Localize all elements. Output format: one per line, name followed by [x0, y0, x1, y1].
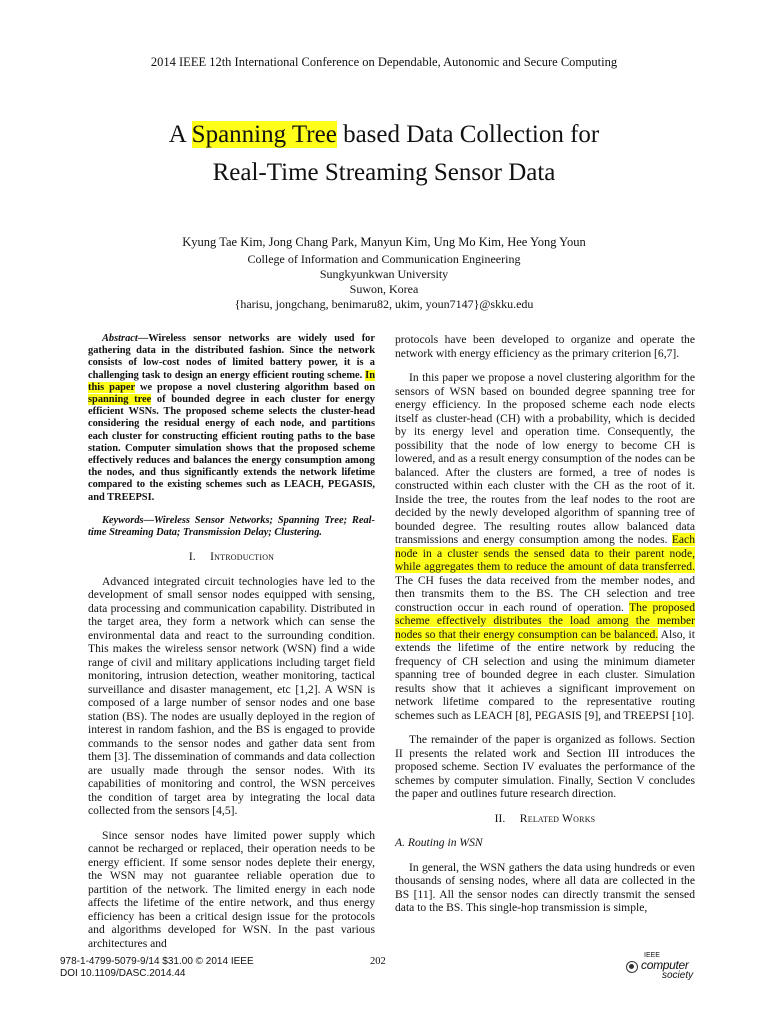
author-names: Kyung Tae Kim, Jong Chang Park, Manyun Kim, Ung Mo Kim, Hee Yong Youn — [182, 235, 586, 249]
author-block — [0, 235, 768, 312]
logo-computer-text: computer — [641, 958, 689, 972]
right-column — [395, 333, 695, 915]
intro-p3-highlight-1: Each node in a cluster sends the sensed data to their parent node, while aggregates them to reduce the amount of data transferred. — [395, 533, 695, 573]
abstract-text-3: of bounded degree in each cluster for energy efficient WSNs. The proposed scheme selects the cluster-head considering the residual energy of each node, and partitions each cluster for constructing efficient routing paths to the base station. Computer simulation shows that the proposed scheme effectively reduces and balances the energy consumption among the nodes, and thus significantly extends the network lifetime compared to the existing schemes such as LEACH, PEGASIS, and TREEPSI. — [88, 394, 375, 503]
section-1-heading — [88, 550, 375, 564]
intro-p3-text-b: The CH fuses the data received from the member nodes, and then transmits them to the BS. The CH selection and tree construction occur in each round of operation. — [395, 573, 695, 614]
abstract-text-2: we propose a novel clustering algorithm based on — [134, 381, 375, 393]
author-emails: {harisu, jongchang, benimaru82, ukim, youn7147}@skku.edu — [234, 297, 534, 311]
title-line1-post: based Data Collection for — [336, 121, 600, 148]
paper-title — [60, 116, 708, 192]
subsection-a-heading: A. Routing in WSN — [395, 836, 483, 849]
footer-doi: DOI 10.1109/DASC.2014.44 — [60, 968, 186, 979]
keywords: Keywords—Wireless Sensor Networks; Spanning Tree; Real-time Streaming Data; Transmission Delay; Clustering. — [88, 514, 375, 539]
intro-p3-text-c: Also, it extends the lifetime of the entire network by reducing the frequency of CH selection and using the minimum diameter spanning tree of bounded degree in each cluster. Simulation results show that it achieves a significant improvement on network lifetime compared to the representative routing schemes such as LEACH [8], PEGASIS [9], and TREEPSI [10]. — [395, 627, 695, 722]
abstract-highlight-1: In this paper — [88, 369, 375, 393]
author-university: Sungkyunkwan University — [319, 267, 449, 281]
title-highlight: Spanning Tree — [191, 121, 337, 148]
left-column — [88, 333, 375, 950]
section-2-title: Related Works — [519, 811, 596, 825]
related-paragraph-1: In general, the WSN gathers the data using hundreds or even thousands of sensing nodes, where all data are collected in the BS [11]. All the sensor nodes can directly transmit the sensed data to the BS. This single-hop transmission is simple, — [395, 860, 695, 914]
abstract-highlight-2: spanning tree — [88, 394, 152, 406]
intro-paragraph-4: The remainder of the paper is organized as follows. Section II presents the related work and Section III introduces the proposed scheme. Section IV evaluates the performance of the schemes by computer simulation. Finally, Section V concludes the paper and outlines future research direction. — [395, 733, 695, 800]
author-college: College of Information and Communication Engineering — [247, 252, 521, 266]
title-line2: Real-Time Streaming Sensor Data — [212, 159, 556, 186]
ieee-computer-society-logo — [626, 952, 718, 986]
intro-paragraph-2: Since sensor nodes have limited power supply which cannot be recharged or replaced, their operation needs to be energy efficient. If some sensor nodes deplete their energy, the WSN may not guarantee reliable operation due to partition of the network. The limited energy in each node affects the lifetime of the entire network, and thus energy efficiency has been a critical design issue for the protocols and algorithms developed for WSN. In the past various architectures and — [88, 828, 375, 950]
intro-p3-text-a: In this paper we propose a novel clustering algorithm for the sensors of WSN based on bounded degree spanning tree for energy efficiency. In the proposed scheme each node elects itself as cluster-head (CH) with a probability, which is decided by its energy level and operation time. Consequently, the possibility that the node of low energy to become CH is lowered, and as a result energy consumption of the nodes can be balanced. After the clusters are formed, a tree of nodes is constructed within each cluster with the CH as the root of it. Inside the tree, the routes from the leaf nodes to the root are decided by the newly developed algorithm of spanning tree of bounded degree. The resulting routes allow balanced data transmissions and energy consumption among the nodes. — [395, 371, 695, 546]
logo-circle-icon — [626, 961, 638, 973]
intro-paragraph-2-continued: protocols have been developed to organize and operate the network with energy efficiency as the primary criterion [6,7]. — [395, 333, 695, 360]
title-line1-pre: A — [168, 121, 192, 148]
abstract-dash: — — [137, 333, 149, 344]
footer-left — [60, 956, 254, 980]
logo-society-text: society — [662, 970, 694, 981]
section-1-number: I. — [188, 550, 196, 564]
footer-isbn: 978-1-4799-5079-9/14 $31.00 © 2014 IEEE — [60, 956, 254, 967]
abstract-label: Abstract — [102, 333, 138, 344]
intro-paragraph-1: Advanced integrated circuit technologies have led to the development of small sensor nodes equipped with sensing, data processing and communication capability. Distributed in the target area, they form a network which can sense the environmental data and react to the surrounding condition. This makes the wireless sensor network (WSN) find a wide range of civil and military applications including target field monitoring, intrusion detection, weather monitoring, tactical surveillance and disaster management, etc [1,2]. A WSN is composed of a large number of sensor nodes and one base station (BS). The nodes are usually deployed in the region of interest in random fashion, and the BS is engaged to provide commands to the sensor nodes and gather data sent from them [3]. The dissemination of commands and data collection are usually made through the sensor nodes. With its capabilities of monitoring and control, the WSN perceives the condition of target area by integrating the local data collected from the sensors [4,5]. — [88, 574, 375, 818]
section-2-heading — [395, 812, 695, 826]
author-location: Suwon, Korea — [349, 282, 419, 296]
abstract — [88, 333, 375, 504]
conference-header: 2014 IEEE 12th International Conference on Dependable, Autonomic and Secure Computing — [150, 55, 618, 69]
abstract-text-1: Wireless sensor networks are widely used for gathering data in the distributed fashion. Since the network consists of low-cost nodes of limited battery power, it is a challenging task to design an energy efficient routing scheme. — [88, 333, 375, 381]
intro-p3-highlight-2: The proposed scheme effectively distributes the load among the member nodes so that their energy consumption can be balanced. — [395, 600, 695, 641]
logo-ieee-text: IEEE — [644, 952, 660, 959]
section-1-title: Introduction — [210, 550, 275, 564]
section-2-number: II. — [494, 811, 506, 825]
page-number: 202 — [370, 956, 386, 967]
intro-paragraph-3 — [395, 371, 695, 722]
